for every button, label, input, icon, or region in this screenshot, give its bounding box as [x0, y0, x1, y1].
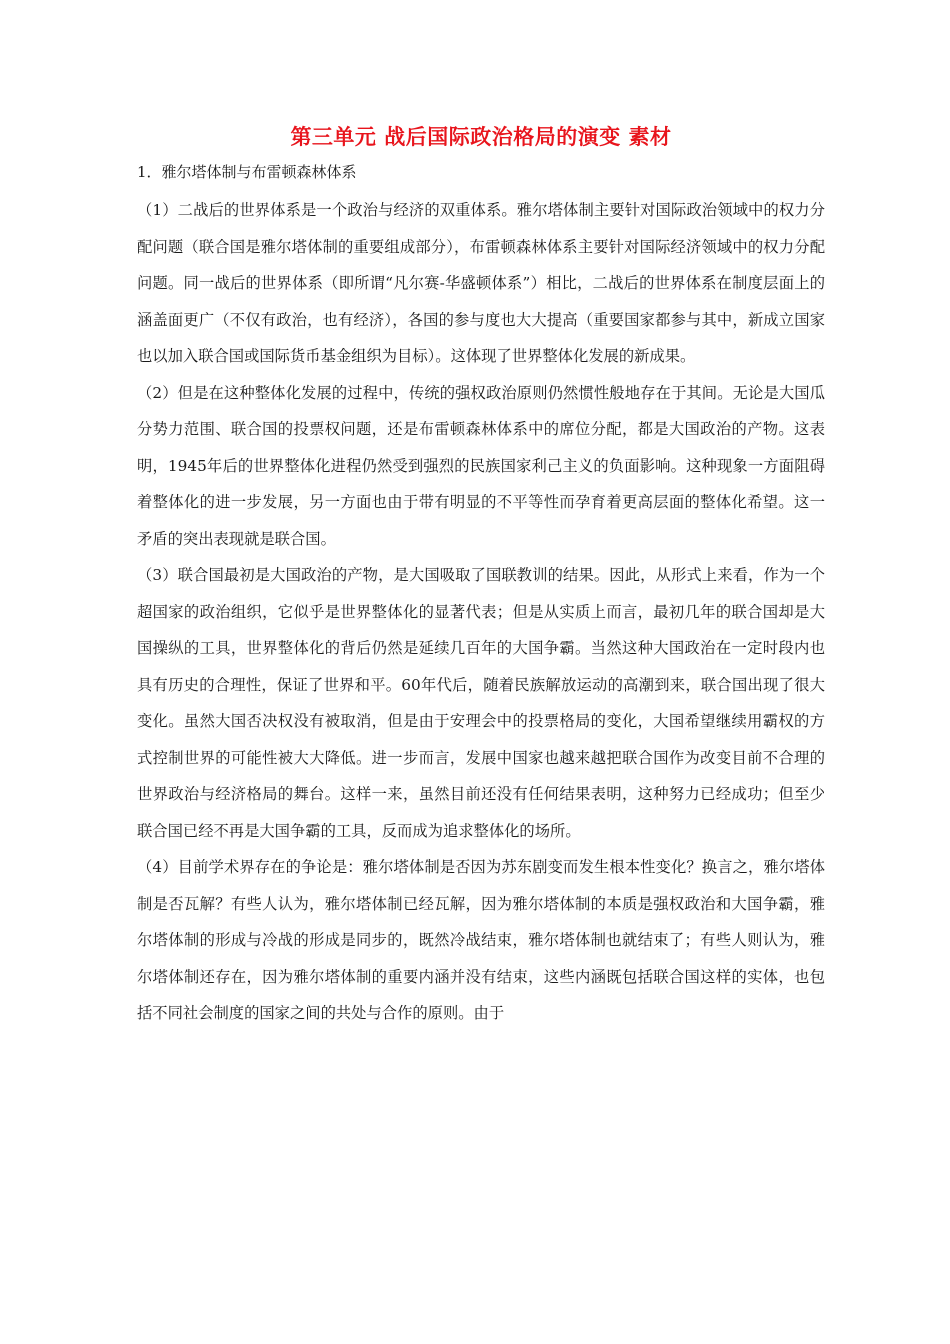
paragraph-2: （2）但是在这种整体化发展的过程中，传统的强权政治原则仍然惯性般地存在于其间。无论是大国瓜分势力范围、联合国的投票权问题，还是布雷顿森林体系中的席位分配，都是大国政治的产物。这表明，1945年后的世界整体化进程仍然受到强烈的民族国家利己主义的负面影响。这种现象一方面阻碍着整体化的进一步发展，另一方面也由于带有明显的不平等性而孕育着更高层面的整体化希望。这一矛盾的突出表现就是联合国。: [137, 383, 825, 548]
paragraph-3: （3）联合国最初是大国政治的产物，是大国吸取了国联教训的结果。因此，从形式上来看，作为一个超国家的政治组织，它似乎是世界整体化的显著代表；但是从实质上而言，最初几年的联合国却是大国操纵的工具，世界整体化的背后仍然是延续几百年的大国争霸。当然这种大国政治在一定时段内也具有历史的合理性，保证了世界和平。60年代后，随着民族解放运动的高潮到来，联合国出现了很大变化。虽然大国否决权没有被取消，但是由于安理会中的投票格局的变化，大国希望继续用霸权的方式控制世界的可能性被大大降低。进一步而言，发展中国家也越来越把联合国作为改变目前不合理的世界政治与经济格局的舞台。这样一来，虽然目前还没有任何结果表明，这种努力已经成功；但至少联合国已经不再是大国争霸的工具，反而成为追求整体化的场所。: [137, 566, 825, 840]
paragraph-1: （1）二战后的世界体系是一个政治与经济的双重体系。雅尔塔体制主要针对国际政治领域中的权力分配问题（联合国是雅尔塔体制的重要组成部分），布雷顿森林体系主要针对国际经济领域中的权力分配问题。同一战后的世界体系（即所谓“凡尔赛-华盛顿体系”）相比，二战后的世界体系在制度层面上的涵盖面更广（不仅有政治，也有经济），各国的参与度也大大提高（重要国家都参与其中，新成立国家也以加入联合国或国际货币基金组织为目标）。这体现了世界整体化发展的新成果。: [137, 201, 825, 365]
paragraph-4: （4）目前学术界存在的争论是：雅尔塔体制是否因为苏东剧变而发生根本性变化？换言之，雅尔塔体制是否瓦解？有些人认为，雅尔塔体制已经瓦解，因为雅尔塔体制的本质是强权政治和大国争霸，雅尔塔体制的形成与冷战的形成是同步的，既然冷战结束，雅尔塔体制也就结束了；有些人则认为，雅尔塔体制还存在，因为雅尔塔体制的重要内涵并没有结束，这些内涵既包括联合国这样的实体，也包括不同社会制度的国家之间的共处与合作的原则。由于: [137, 858, 825, 1022]
document-title: 第三单元 战后国际政治格局的演变 素材: [290, 125, 672, 149]
section-heading: 1．雅尔塔体制与布雷顿森林体系: [137, 163, 357, 181]
document-page: [137, 120, 825, 1032]
